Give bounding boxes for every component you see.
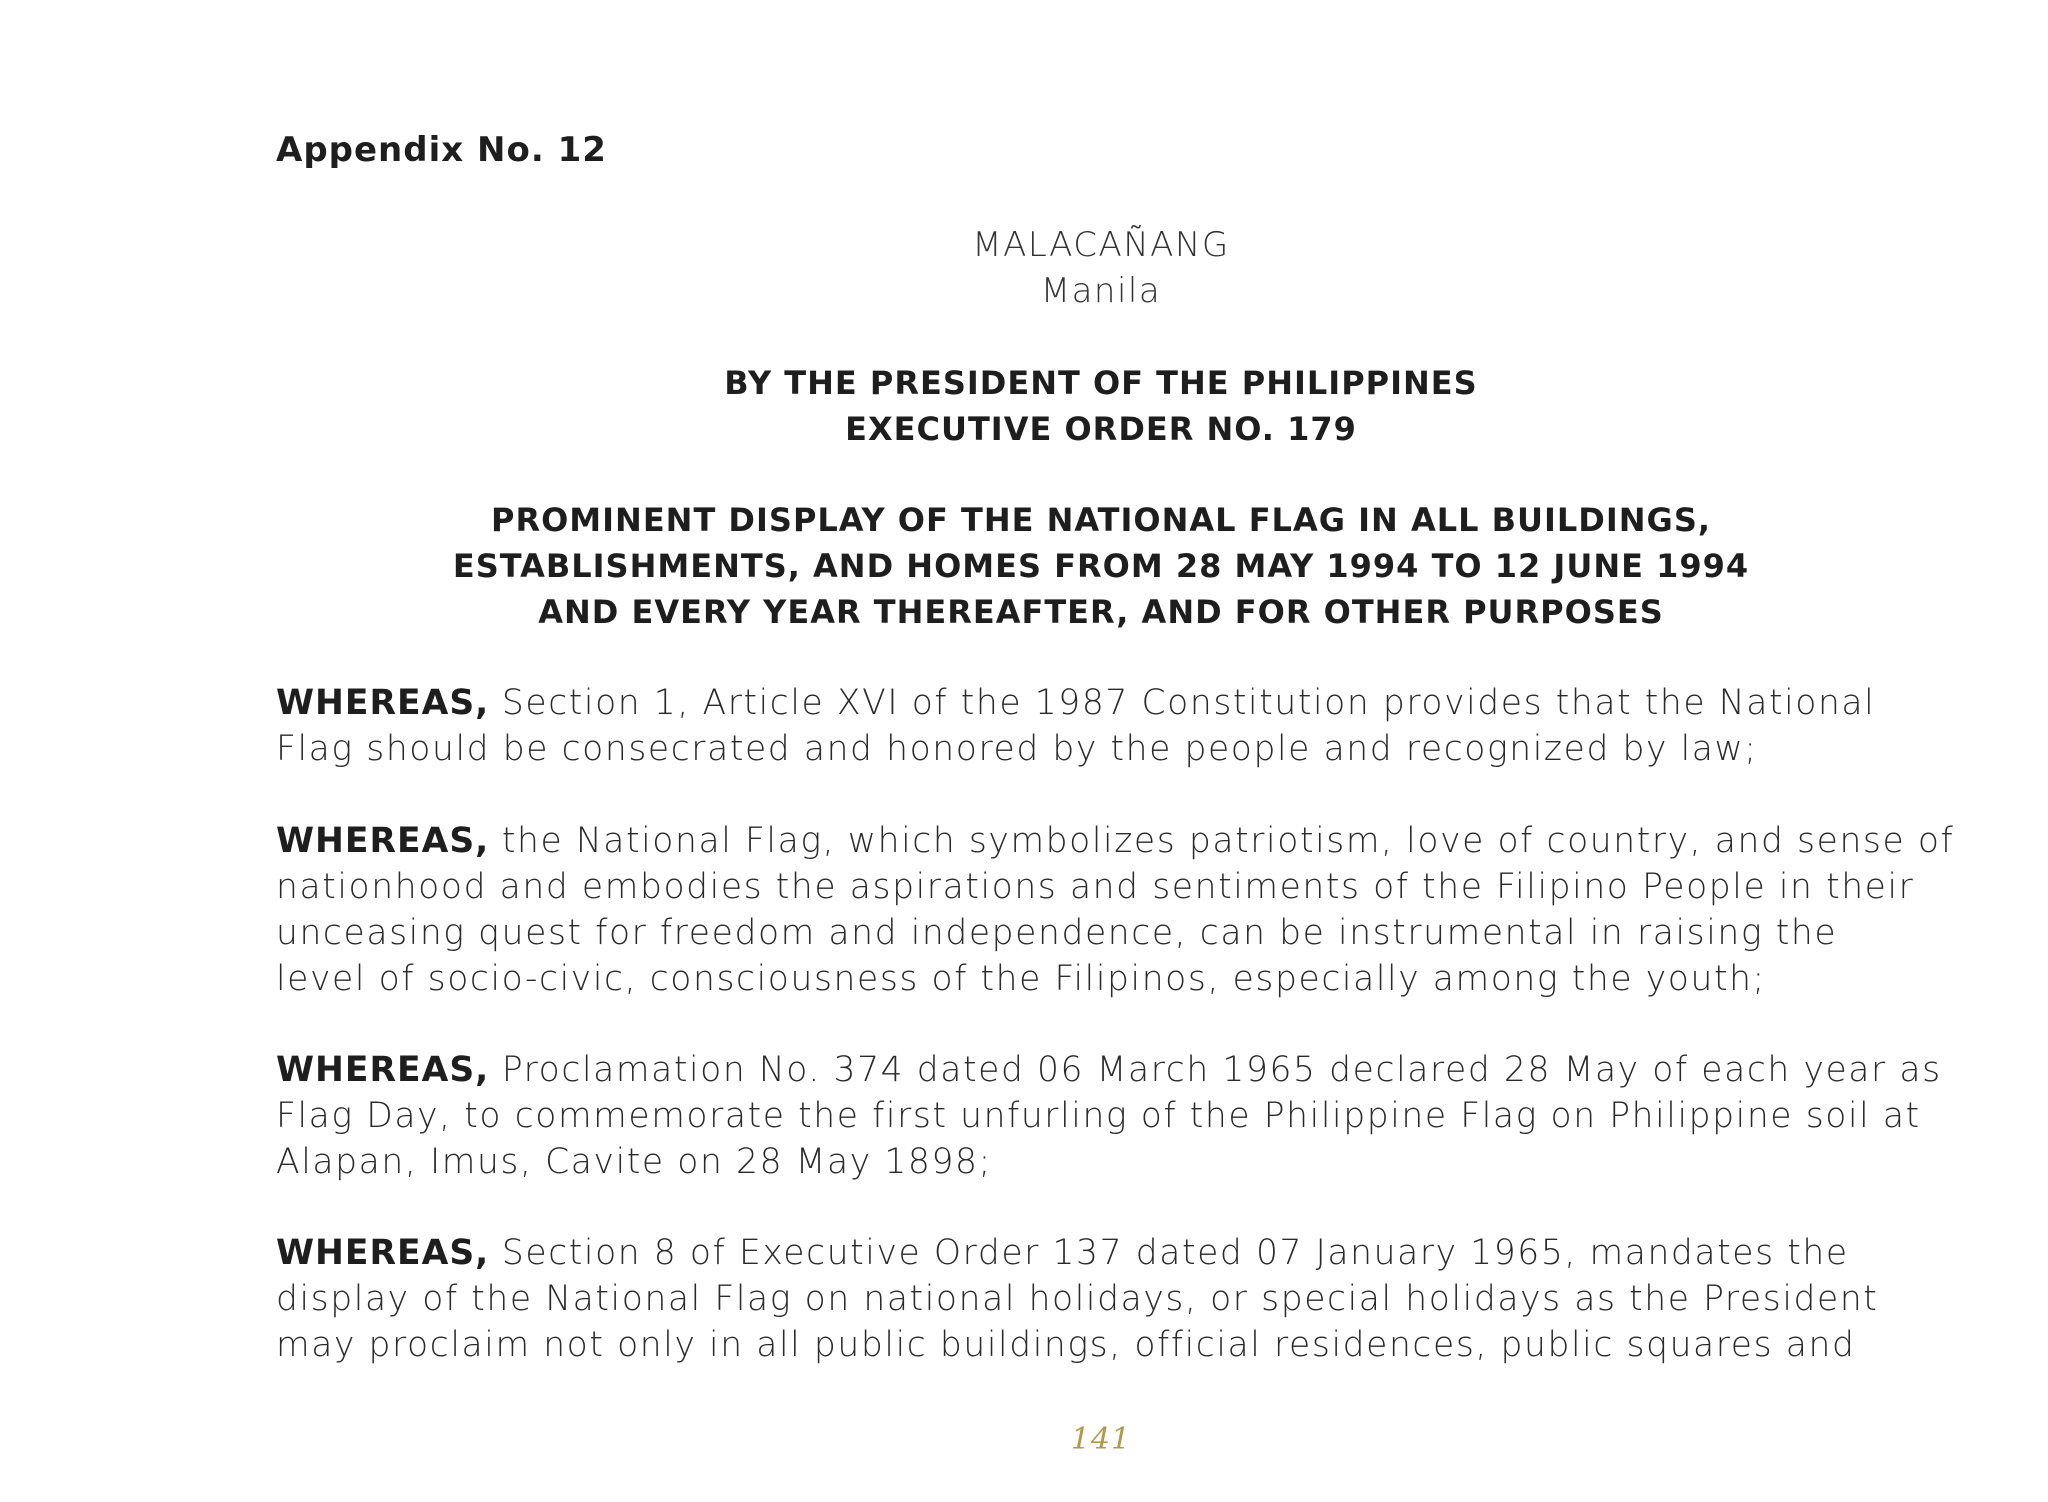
whereas-lead: WHEREAS, [276,1050,490,1090]
place-header [276,222,1926,314]
paragraph-line [276,680,1936,726]
whereas-lead: WHEREAS, [276,683,490,723]
whereas-paragraph-3 [276,1047,1942,1185]
paragraph-line: Flag Day, to commemorate the first unfurling of the Philippine Flag on Philippine soil at [276,1096,1921,1136]
paragraph-line: Alapan, Imus, Cavite on 28 May 1898; [276,1142,992,1182]
paragraph-text: Section 8 of Executive Order 137 dated 07 January 1965, mandates the [489,1233,1849,1273]
place-line-malacanang: MALACAÑANG [972,225,1230,265]
whereas-paragraph-2 [276,818,1955,1002]
by-the-president-line: BY THE PRESIDENT OF THE PHILIPPINES [724,364,1478,402]
paragraph-text: the National Flag, which symbolizes patriotism, love of country, and sense of [489,821,1955,861]
paragraph-text: Section 1, Article XVI of the 1987 Constitution provides that the National [489,683,1876,723]
paragraph-line: Flag should be consecrated and honored by the people and recognized by law; [276,729,1758,769]
place-line-manila: Manila [1040,271,1162,311]
paragraph-line: nationhood and embodies the aspirations and sentiments of the Filipino People in their [276,867,1915,907]
appendix-label: Appendix No. 12 [276,130,607,170]
order-header [276,360,1926,452]
page-number: 141 [1070,1422,1132,1457]
whereas-lead: WHEREAS, [276,1233,490,1273]
whereas-lead: WHEREAS, [276,821,490,861]
document-page [276,0,1955,1502]
paragraph-line [276,818,1955,864]
whereas-paragraph-4 [276,1230,1936,1368]
paragraph-line: level of socio-civic, consciousness of the Filipinos, especially among the youth; [276,959,1766,999]
executive-order-number: EXECUTIVE ORDER NO. 179 [845,410,1357,448]
subject-line: AND EVERY YEAR THEREAFTER, AND FOR OTHER PURPOSES [538,593,1664,631]
paragraph-line: unceasing quest for freedom and independence, can be instrumental in raising the [276,913,1838,953]
paragraph-line: may proclaim not only in all public buildings, official residences, public squares and [276,1325,1856,1365]
paragraph-line: display of the National Flag on national holidays, or special holidays as the President [276,1279,1879,1319]
order-subject [276,497,1926,635]
subject-line: PROMINENT DISPLAY OF THE NATIONAL FLAG IN ALL BUILDINGS, [490,501,1712,539]
paragraph-text: Proclamation No. 374 dated 06 March 1965 declared 28 May of each year as [489,1050,1942,1090]
subject-line: ESTABLISHMENTS, AND HOMES FROM 28 MAY 1994 TO 12 JUNE 1994 [452,547,1750,585]
whereas-paragraph-1 [276,680,1936,772]
paragraph-line [276,1047,1942,1093]
paragraph-line [276,1230,1936,1276]
